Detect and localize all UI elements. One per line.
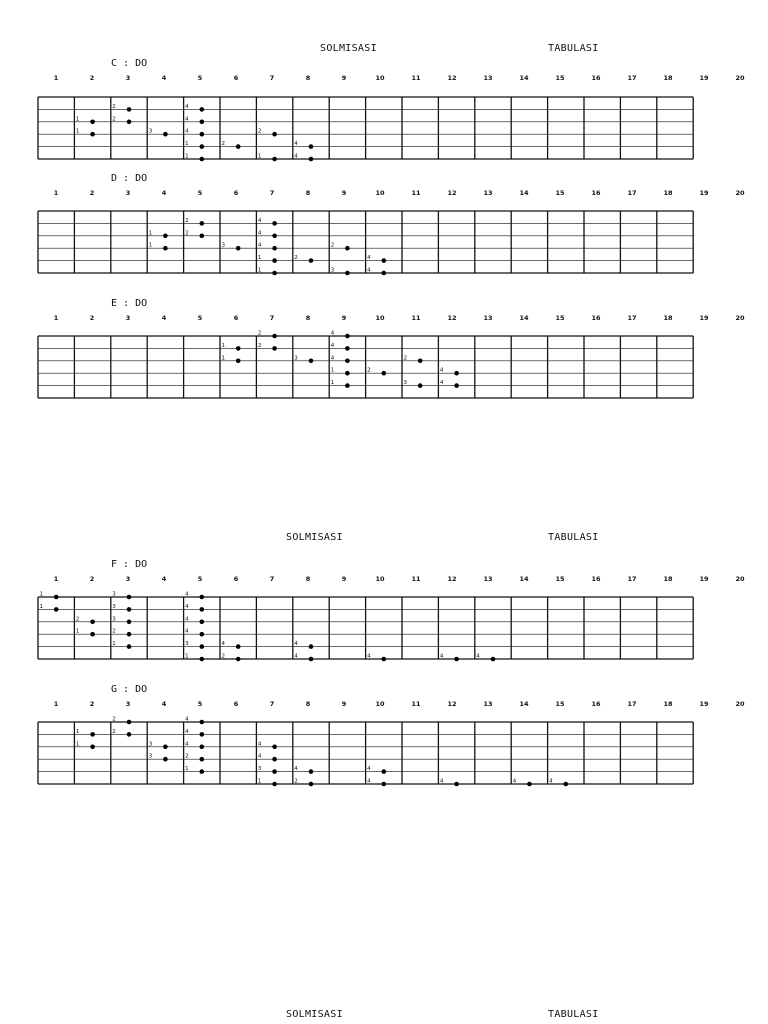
note-dot bbox=[491, 657, 496, 662]
note-dot bbox=[272, 334, 277, 339]
fret-number: 7 bbox=[269, 575, 275, 583]
fret-number: 4 bbox=[161, 314, 167, 322]
note-dot bbox=[200, 644, 205, 649]
finger-label: 1 bbox=[148, 242, 153, 249]
fret-number: 20 bbox=[735, 74, 745, 82]
fret-number: 4 bbox=[161, 700, 167, 708]
note-dot bbox=[236, 346, 241, 351]
finger-label: 1 bbox=[112, 641, 116, 648]
note-dot bbox=[382, 371, 387, 376]
finger-label: 2 bbox=[257, 342, 262, 349]
note-dot bbox=[309, 359, 314, 364]
fret-number: 16 bbox=[591, 189, 601, 197]
note-dot bbox=[236, 359, 241, 364]
solmisasi-header: SOLMISASI bbox=[320, 43, 377, 54]
fret-number: 5 bbox=[197, 700, 203, 708]
note-dot bbox=[90, 620, 95, 625]
finger-label: 2 bbox=[185, 217, 189, 224]
finger-label: 2 bbox=[330, 242, 335, 249]
finger-label: 1 bbox=[185, 141, 189, 148]
fret-number: 10 bbox=[375, 700, 385, 708]
fret-number: 6 bbox=[233, 189, 239, 197]
fret-number: 16 bbox=[591, 314, 601, 322]
finger-label: 2 bbox=[112, 716, 116, 723]
fret-number: 9 bbox=[341, 575, 347, 583]
finger-label: 1 bbox=[257, 153, 262, 160]
fret-number: 11 bbox=[411, 575, 421, 583]
finger-label: 2 bbox=[294, 778, 298, 785]
finger-label: 4 bbox=[185, 616, 189, 623]
finger-label: 2 bbox=[257, 330, 262, 337]
finger-label: 3 bbox=[257, 766, 262, 773]
finger-label: 3 bbox=[112, 603, 116, 610]
note-dot bbox=[200, 632, 205, 637]
note-dot bbox=[127, 120, 132, 125]
fret-number: 19 bbox=[699, 74, 709, 82]
fret-number: 20 bbox=[735, 575, 745, 583]
note-dot bbox=[200, 234, 205, 239]
note-dot bbox=[564, 782, 569, 787]
fret-number: 4 bbox=[161, 74, 167, 82]
note-dot bbox=[454, 657, 459, 662]
fret-number: 12 bbox=[447, 314, 457, 322]
fret-number: 15 bbox=[555, 575, 565, 583]
fretboard-diagram bbox=[0, 330, 768, 401]
fret-number: 18 bbox=[663, 74, 673, 82]
fret-number: 15 bbox=[555, 700, 565, 708]
note-dot bbox=[200, 120, 205, 125]
finger-label: 4 bbox=[257, 741, 262, 748]
finger-label: 2 bbox=[112, 628, 116, 635]
finger-label: 1 bbox=[185, 766, 189, 773]
finger-label: 4 bbox=[185, 103, 189, 110]
fret-number: 10 bbox=[375, 189, 385, 197]
finger-label: 4 bbox=[330, 342, 335, 349]
fret-number: 9 bbox=[341, 74, 347, 82]
finger-label: 4 bbox=[257, 242, 262, 249]
finger-label: 4 bbox=[367, 267, 371, 274]
note-dot bbox=[309, 657, 314, 662]
fret-number: 4 bbox=[161, 575, 167, 583]
finger-label: 3 bbox=[148, 753, 153, 760]
finger-label: 4 bbox=[439, 778, 444, 785]
note-dot bbox=[200, 607, 205, 612]
fret-number: 16 bbox=[591, 575, 601, 583]
note-dot bbox=[236, 644, 241, 649]
note-dot bbox=[200, 732, 205, 737]
finger-label: 2 bbox=[367, 367, 371, 374]
note-dot bbox=[127, 644, 132, 649]
finger-label: 1 bbox=[257, 778, 262, 785]
fret-number: 13 bbox=[483, 74, 493, 82]
fret-number: 8 bbox=[305, 314, 311, 322]
finger-label: 2 bbox=[185, 753, 189, 760]
finger-label: 1 bbox=[75, 116, 80, 123]
note-dot bbox=[309, 144, 314, 149]
note-dot bbox=[200, 595, 205, 600]
note-dot bbox=[236, 144, 241, 149]
fret-number: 17 bbox=[627, 314, 637, 322]
fretboard-diagram bbox=[0, 210, 768, 276]
diagram-title: G : DO bbox=[111, 684, 148, 695]
finger-label: 1 bbox=[75, 728, 80, 735]
note-dot bbox=[272, 234, 277, 239]
fret-number: 16 bbox=[591, 700, 601, 708]
fret-number: 10 bbox=[375, 74, 385, 82]
finger-label: 1 bbox=[330, 380, 335, 387]
note-dot bbox=[382, 657, 387, 662]
finger-label: 2 bbox=[403, 355, 407, 362]
fret-number: 1 bbox=[53, 700, 59, 708]
fret-number: 10 bbox=[375, 575, 385, 583]
note-dot bbox=[345, 246, 350, 251]
fret-number: 17 bbox=[627, 700, 637, 708]
finger-label: 4 bbox=[221, 641, 225, 648]
fret-number: 13 bbox=[483, 575, 493, 583]
finger-label: 4 bbox=[476, 653, 480, 660]
fret-number: 11 bbox=[411, 700, 421, 708]
note-dot bbox=[345, 346, 350, 351]
fret-number: 18 bbox=[663, 575, 673, 583]
finger-label: 1 bbox=[39, 591, 43, 598]
note-dot bbox=[454, 782, 459, 787]
note-dot bbox=[272, 157, 277, 162]
finger-label: 1 bbox=[257, 267, 262, 274]
finger-label: 2 bbox=[112, 116, 116, 123]
finger-label: 1 bbox=[148, 230, 153, 237]
finger-label: 4 bbox=[257, 230, 262, 237]
finger-label: 1 bbox=[75, 628, 80, 635]
note-dot bbox=[272, 745, 277, 750]
note-dot bbox=[272, 346, 277, 351]
fret-number: 14 bbox=[519, 314, 529, 322]
note-dot bbox=[272, 132, 277, 137]
fret-number: 6 bbox=[233, 74, 239, 82]
fret-number: 9 bbox=[341, 700, 347, 708]
fret-number: 11 bbox=[411, 74, 421, 82]
finger-label: 4 bbox=[367, 766, 371, 773]
finger-label: 2 bbox=[294, 255, 298, 262]
fret-number: 20 bbox=[735, 700, 745, 708]
finger-label: 2 bbox=[112, 728, 116, 735]
finger-label: 4 bbox=[185, 741, 189, 748]
fret-number: 15 bbox=[555, 189, 565, 197]
note-dot bbox=[200, 157, 205, 162]
finger-label: 3 bbox=[221, 242, 225, 249]
fret-number: 3 bbox=[125, 189, 131, 197]
note-dot bbox=[382, 258, 387, 263]
finger-label: 1 bbox=[330, 367, 335, 374]
finger-label: 1 bbox=[221, 355, 225, 362]
finger-label: 4 bbox=[294, 641, 298, 648]
note-dot bbox=[200, 144, 205, 149]
note-dot bbox=[90, 120, 95, 125]
fret-number: 5 bbox=[197, 74, 203, 82]
fretboard-diagram bbox=[0, 591, 768, 662]
finger-label: 1 bbox=[75, 128, 80, 135]
finger-label: 4 bbox=[294, 766, 298, 773]
fret-number: 13 bbox=[483, 314, 493, 322]
fret-number: 3 bbox=[125, 575, 131, 583]
note-dot bbox=[163, 246, 168, 251]
fret-number: 7 bbox=[269, 314, 275, 322]
note-dot bbox=[163, 234, 168, 239]
solmisasi-header: SOLMISASI bbox=[286, 532, 343, 543]
note-dot bbox=[309, 258, 314, 263]
note-dot bbox=[200, 769, 205, 774]
tabulasi-header: TABULASI bbox=[548, 532, 599, 543]
note-dot bbox=[272, 782, 277, 787]
fret-number: 8 bbox=[305, 189, 311, 197]
finger-label: 4 bbox=[367, 255, 371, 262]
fret-number: 5 bbox=[197, 189, 203, 197]
note-dot bbox=[345, 271, 350, 276]
tabulasi-header: TABULASI bbox=[548, 43, 599, 54]
note-dot bbox=[236, 246, 241, 251]
fret-number: 2 bbox=[89, 189, 95, 197]
note-dot bbox=[382, 782, 387, 787]
fret-number: 20 bbox=[735, 189, 745, 197]
fret-number: 8 bbox=[305, 700, 311, 708]
finger-label: 4 bbox=[367, 778, 371, 785]
note-dot bbox=[127, 632, 132, 637]
note-dot bbox=[345, 334, 350, 339]
fret-number: 14 bbox=[519, 189, 529, 197]
fret-number: 14 bbox=[519, 74, 529, 82]
finger-label: 4 bbox=[294, 653, 298, 660]
finger-label: 1 bbox=[185, 153, 189, 160]
fret-number: 16 bbox=[591, 74, 601, 82]
note-dot bbox=[127, 107, 132, 112]
solmisasi-header: SOLMISASI bbox=[286, 1009, 343, 1020]
note-dot bbox=[345, 383, 350, 388]
fret-number-row bbox=[0, 74, 768, 84]
note-dot bbox=[127, 595, 132, 600]
fret-number: 6 bbox=[233, 314, 239, 322]
fret-number: 2 bbox=[89, 314, 95, 322]
note-dot bbox=[200, 757, 205, 762]
note-dot bbox=[236, 657, 241, 662]
fret-number: 19 bbox=[699, 700, 709, 708]
finger-label: 4 bbox=[257, 753, 262, 760]
finger-label: 2 bbox=[185, 230, 189, 237]
finger-label: 4 bbox=[294, 153, 298, 160]
note-dot bbox=[90, 132, 95, 137]
finger-label: 4 bbox=[257, 217, 262, 224]
fret-number: 12 bbox=[447, 700, 457, 708]
note-dot bbox=[527, 782, 532, 787]
fret-number-row bbox=[0, 575, 768, 585]
fret-number: 14 bbox=[519, 575, 529, 583]
finger-label: 2 bbox=[221, 141, 225, 148]
fret-number: 17 bbox=[627, 575, 637, 583]
note-dot bbox=[454, 383, 459, 388]
note-dot bbox=[309, 769, 314, 774]
fret-number: 3 bbox=[125, 74, 131, 82]
fretboard-diagram bbox=[0, 716, 768, 787]
fret-number: 19 bbox=[699, 575, 709, 583]
note-dot bbox=[127, 720, 132, 725]
fretboard-diagram bbox=[0, 96, 768, 162]
fret-number: 2 bbox=[89, 575, 95, 583]
note-dot bbox=[454, 371, 459, 376]
fret-number: 14 bbox=[519, 700, 529, 708]
finger-label: 4 bbox=[185, 591, 189, 598]
fret-number: 7 bbox=[269, 74, 275, 82]
fret-number: 4 bbox=[161, 189, 167, 197]
note-dot bbox=[345, 371, 350, 376]
fret-number: 8 bbox=[305, 575, 311, 583]
fret-number: 15 bbox=[555, 314, 565, 322]
diagram-title: E : DO bbox=[111, 298, 148, 309]
fret-number: 3 bbox=[125, 700, 131, 708]
fret-number: 1 bbox=[53, 189, 59, 197]
note-dot bbox=[54, 607, 59, 612]
fret-number: 17 bbox=[627, 74, 637, 82]
fret-number: 15 bbox=[555, 74, 565, 82]
fret-number-row bbox=[0, 314, 768, 324]
note-dot bbox=[200, 107, 205, 112]
note-dot bbox=[200, 132, 205, 137]
note-dot bbox=[418, 383, 423, 388]
finger-label: 2 bbox=[112, 103, 116, 110]
fret-number: 12 bbox=[447, 74, 457, 82]
fret-number-row bbox=[0, 700, 768, 710]
finger-label: 3 bbox=[112, 616, 116, 623]
fret-number: 18 bbox=[663, 700, 673, 708]
finger-label: 4 bbox=[185, 716, 189, 723]
fret-number: 7 bbox=[269, 189, 275, 197]
finger-label: 4 bbox=[439, 653, 444, 660]
note-dot bbox=[309, 157, 314, 162]
fret-number: 9 bbox=[341, 189, 347, 197]
fret-number: 11 bbox=[411, 189, 421, 197]
fret-number: 19 bbox=[699, 314, 709, 322]
fret-number: 9 bbox=[341, 314, 347, 322]
fret-number: 10 bbox=[375, 314, 385, 322]
finger-label: 2 bbox=[221, 653, 225, 660]
fret-number: 13 bbox=[483, 700, 493, 708]
diagram-title: C : DO bbox=[111, 58, 148, 69]
note-dot bbox=[272, 271, 277, 276]
finger-label: 1 bbox=[39, 603, 43, 610]
fret-number: 2 bbox=[89, 700, 95, 708]
finger-label: 4 bbox=[330, 355, 335, 362]
finger-label: 4 bbox=[185, 628, 189, 635]
finger-label: 2 bbox=[75, 616, 80, 623]
finger-label: 3 bbox=[294, 355, 298, 362]
finger-label: 1 bbox=[75, 741, 80, 748]
finger-label: 4 bbox=[185, 128, 189, 135]
fret-number: 1 bbox=[53, 74, 59, 82]
finger-label: 1 bbox=[257, 255, 262, 262]
fret-number: 2 bbox=[89, 74, 95, 82]
note-dot bbox=[200, 221, 205, 226]
fret-number: 6 bbox=[233, 575, 239, 583]
finger-label: 1 bbox=[221, 342, 225, 349]
note-dot bbox=[345, 359, 350, 364]
finger-label: 2 bbox=[257, 128, 262, 135]
note-dot bbox=[272, 258, 277, 263]
fret-number: 11 bbox=[411, 314, 421, 322]
tabulasi-header: TABULASI bbox=[548, 1009, 599, 1020]
fret-number: 19 bbox=[699, 189, 709, 197]
diagram-title: F : DO bbox=[111, 559, 148, 570]
note-dot bbox=[382, 271, 387, 276]
note-dot bbox=[200, 620, 205, 625]
note-dot bbox=[309, 644, 314, 649]
finger-label: 4 bbox=[439, 380, 444, 387]
fret-number: 20 bbox=[735, 314, 745, 322]
fret-number: 18 bbox=[663, 314, 673, 322]
note-dot bbox=[272, 757, 277, 762]
note-dot bbox=[382, 769, 387, 774]
note-dot bbox=[272, 769, 277, 774]
finger-label: 4 bbox=[185, 603, 189, 610]
note-dot bbox=[163, 757, 168, 762]
finger-label: 4 bbox=[367, 653, 371, 660]
finger-label: 3 bbox=[330, 267, 335, 274]
fret-number: 12 bbox=[447, 189, 457, 197]
fret-number: 7 bbox=[269, 700, 275, 708]
note-dot bbox=[418, 359, 423, 364]
finger-label: 1 bbox=[185, 653, 189, 660]
diagram-title: D : DO bbox=[111, 173, 148, 184]
note-dot bbox=[200, 657, 205, 662]
note-dot bbox=[272, 221, 277, 226]
note-dot bbox=[163, 745, 168, 750]
finger-label: 4 bbox=[439, 367, 444, 374]
note-dot bbox=[309, 782, 314, 787]
note-dot bbox=[163, 132, 168, 137]
finger-label: 3 bbox=[112, 591, 116, 598]
fret-number: 1 bbox=[53, 314, 59, 322]
note-dot bbox=[272, 246, 277, 251]
finger-label: 3 bbox=[403, 380, 407, 387]
note-dot bbox=[200, 720, 205, 725]
note-dot bbox=[90, 732, 95, 737]
note-dot bbox=[90, 745, 95, 750]
fret-number: 8 bbox=[305, 74, 311, 82]
note-dot bbox=[127, 607, 132, 612]
fret-number: 6 bbox=[233, 700, 239, 708]
fret-number: 5 bbox=[197, 575, 203, 583]
finger-label: 4 bbox=[330, 330, 335, 337]
note-dot bbox=[127, 732, 132, 737]
note-dot bbox=[127, 620, 132, 625]
fret-number: 17 bbox=[627, 189, 637, 197]
fret-number: 13 bbox=[483, 189, 493, 197]
fret-number: 12 bbox=[447, 575, 457, 583]
finger-label: 4 bbox=[294, 141, 298, 148]
fret-number: 5 bbox=[197, 314, 203, 322]
finger-label: 4 bbox=[512, 778, 517, 785]
finger-label: 4 bbox=[549, 778, 553, 785]
fret-number: 3 bbox=[125, 314, 131, 322]
finger-label: 3 bbox=[148, 128, 153, 135]
finger-label: 4 bbox=[185, 728, 189, 735]
note-dot bbox=[200, 745, 205, 750]
finger-label: 3 bbox=[185, 641, 189, 648]
fret-number: 18 bbox=[663, 189, 673, 197]
fret-number: 1 bbox=[53, 575, 59, 583]
note-dot bbox=[90, 632, 95, 637]
finger-label: 4 bbox=[185, 116, 189, 123]
finger-label: 3 bbox=[148, 741, 153, 748]
note-dot bbox=[54, 595, 59, 600]
fret-number-row bbox=[0, 189, 768, 199]
